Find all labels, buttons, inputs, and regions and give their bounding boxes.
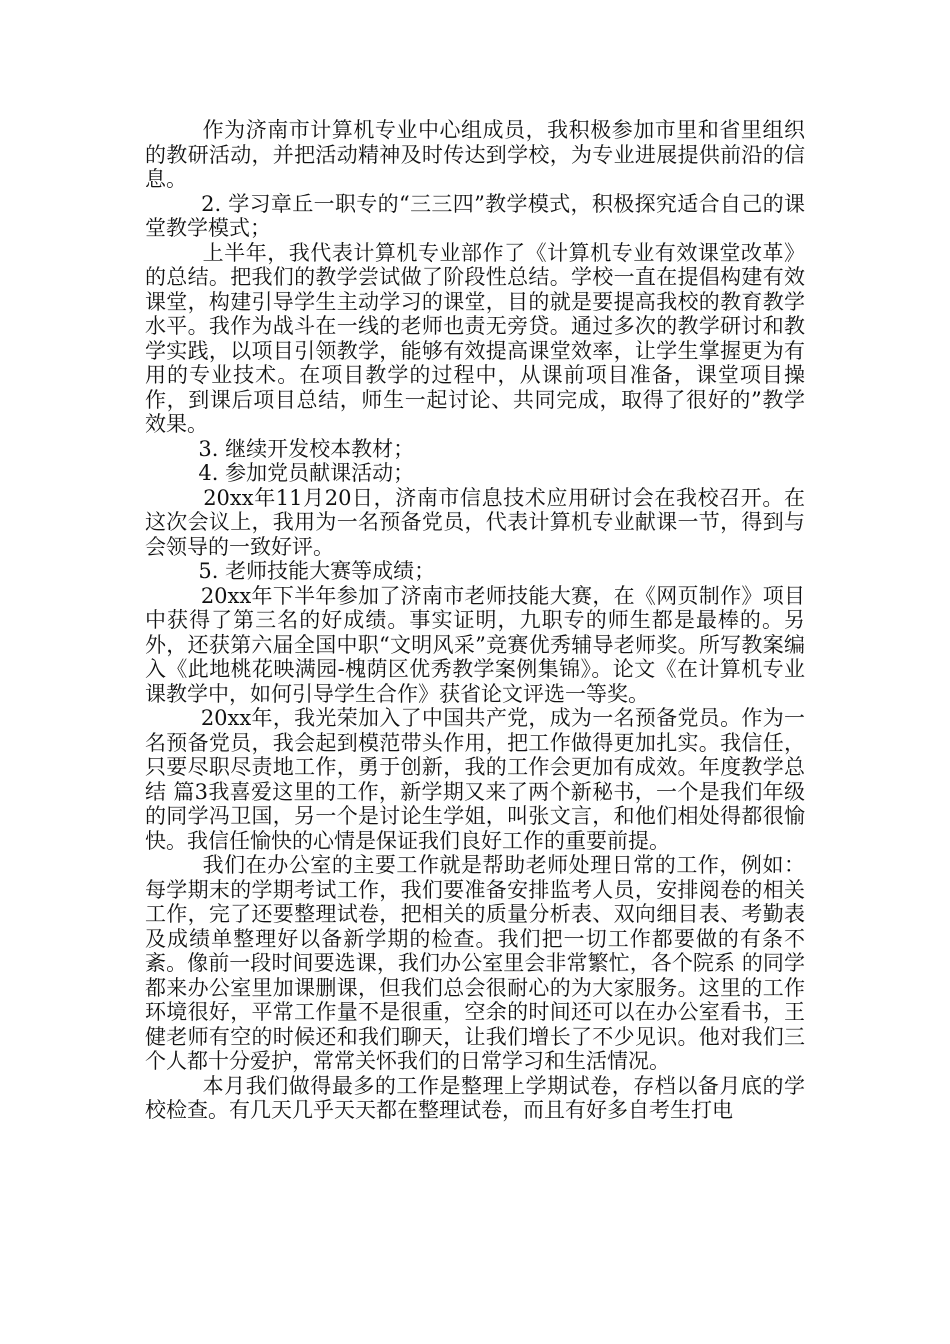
paragraph-10: 我们在办公室的主要工作就是帮助老师处理日常的工作，例如：每学期末的学期考试工作，我们要准备安排监考人员，安排阅卷的相关工作，完了还要整理试卷，把相关的质量分析表、双向细目表、考勤表及成绩单整理好以备新学期的检查。我们把一切工作都要做的有条不紊。像前一段时间要选课，我们办公室里会非常繁忙，各个院系 的同学都来办公室里加课删课，但我们总会很耐心的为大家服务。这里的工作环境很好，平常工作量不是很重，空余的时间还可以在办公室看书，王健老师有空的时候还和我们聊天，让我们增长了不少见识。他对我们三个人都十分爱护，常常关怀我们的日常学习和生活情况。 <box>145 853 805 1073</box>
paragraph-1: 作为济南市计算机专业中心组成员，我积极参加市里和省里组织的教研活动，并把活动精神及时传达到学校，为专业进展提供前沿的信息。 <box>145 118 805 191</box>
paragraph-8: 20xx年下半年参加了济南市老师技能大赛，在《网页制作》项目中获得了第三名的好成绩。事实证明，九职专的师生都是最棒的。另外，还获第六届全国中职“文明风采”竞赛优秀辅导老师奖。所写教案编入《此地桃花映满园-槐荫区优秀教学案例集锦》。论文《在计算机专业课教学中，如何引导学生合作》获省论文评选一等奖。 <box>145 583 806 706</box>
paragraph-4: 3. 继续开发校本教材； <box>145 436 415 461</box>
paragraph-11: 本月我们做得最多的工作是整理上学期试卷，存档以备月底的学校检查。有几天几乎天天都在整理试卷，而且有好多自考生打电 <box>145 1073 805 1122</box>
paragraph-5: 4. 参加党员献课活动； <box>145 461 415 485</box>
paragraph-2: 2. 学习章丘一职专的“三三四”教学模式，积极探究适合自己的课堂教学模式； <box>145 191 806 240</box>
paragraph-9: 20xx年，我光荣加入了中国共产党，成为一名预备党员。作为一名预备党员，我会起到模范带头作用，把工作做得更加扎实。我信任，只要尽职尽责地工作，勇于创新，我的工作会更加有成效。年度教学总结 篇3我喜爱这里的工作，新学期又来了两个新秘书，一个是我们年级的同学冯卫国，另一个是讨论生学姐，叫张文言，和他们相处得都很愉快。我信任愉快的心情是保证我们良好工作的重要前提。 <box>145 706 806 853</box>
paragraph-3: 上半年，我代表计算机专业部作了《计算机专业有效课堂改革》的总结。把我们的教学尝试做了阶段性总结。学校一直在提倡构建有效课堂，构建引导学生主动学习的课堂，目的就是要提高我校的教育教学水平。我作为战斗在一线的老师也责无旁贷。通过多次的教学研讨和教学实践，以项目引领教学，能够有效提高课堂效率，让学生掌握更为有用的专业技术。在项目教学的过程中，从课前项目准备，课堂项目操作，到课后项目总结，师生一起讨论、共同完成，取得了很好的”教学效果。 <box>145 240 805 436</box>
paragraph-7: 5. 老师技能大赛等成绩； <box>145 559 436 583</box>
paragraph-6: 20xx年11月20日，济南市信息技术应用研讨会在我校召开。在这次会议上，我用为一名预备党员，代表计算机专业献课一节，得到与会领导的一致好评。 <box>145 485 805 559</box>
document-page <box>145 118 805 1123</box>
